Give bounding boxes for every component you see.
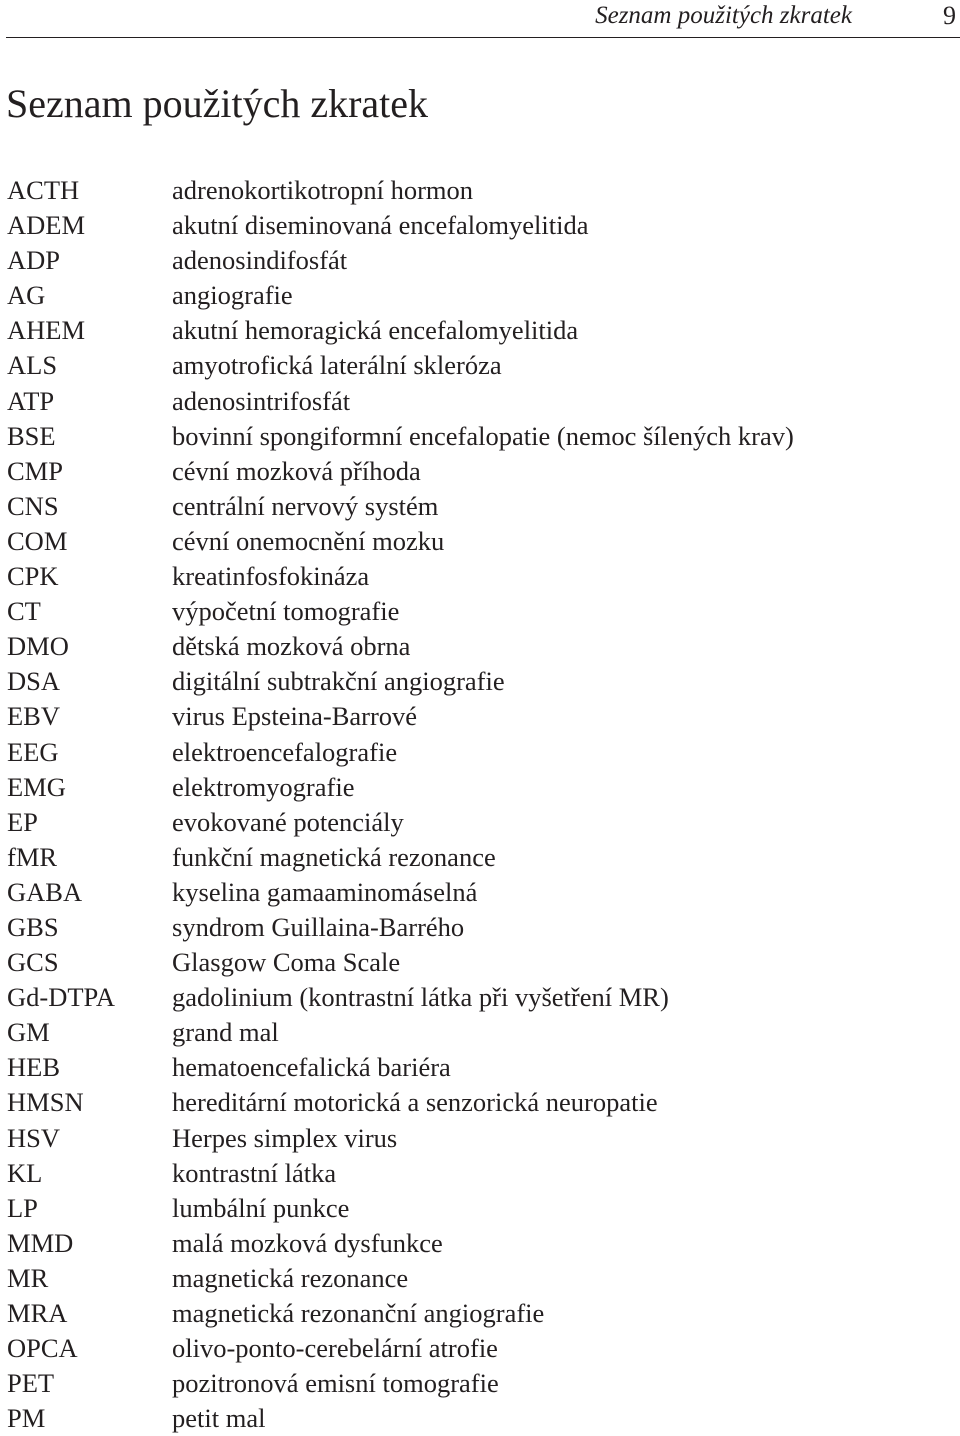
- abbreviation-definition: magnetická rezonance: [172, 1262, 409, 1293]
- abbreviation-definition: lumbální punkce: [172, 1192, 350, 1223]
- abbreviation-definition: elektromyografie: [172, 771, 355, 802]
- abbreviation-term: EP: [7, 806, 38, 837]
- abbreviation-term: CPK: [7, 561, 59, 592]
- abbreviation-definition: digitální subtrakční angiografie: [172, 666, 505, 697]
- list-item: [0, 664, 960, 699]
- abbreviation-definition: bovinní spongiformní encefalopatie (nemoc šílených krav): [172, 420, 794, 451]
- abbreviation-definition: evokované potenciály: [172, 806, 404, 837]
- abbreviation-term: HSV: [7, 1122, 61, 1153]
- abbreviation-term: PM: [7, 1403, 46, 1434]
- list-item: [0, 489, 960, 524]
- abbreviation-definition: olivo-ponto-cerebelární atrofie: [172, 1333, 498, 1364]
- list-item: [0, 419, 960, 454]
- list-item: [0, 840, 960, 875]
- list-item: [0, 454, 960, 489]
- abbreviation-definition: syndrom Guillaina-Barrého: [172, 911, 465, 942]
- abbreviation-term: ATP: [7, 385, 55, 416]
- chapter-title: Seznam použitých zkratek: [6, 81, 429, 126]
- abbreviation-definition: kyselina gamaaminomáselná: [172, 876, 478, 907]
- abbreviation-definition: adenosindifosfát: [172, 245, 348, 276]
- abbreviation-term: EEG: [7, 736, 59, 767]
- abbreviation-term: KL: [7, 1157, 43, 1188]
- list-item: [0, 1261, 960, 1296]
- abbreviation-term: Gd-DTPA: [7, 982, 115, 1013]
- abbreviation-term: LP: [7, 1192, 38, 1223]
- abbreviation-definition: malá mozková dysfunkce: [172, 1227, 443, 1258]
- list-item: [0, 945, 960, 980]
- abbreviation-definition: dětská mozková obrna: [172, 631, 411, 662]
- abbreviation-definition: elektroencefalografie: [172, 736, 398, 767]
- abbreviation-term: CNS: [7, 490, 59, 521]
- abbreviation-term: HEB: [7, 1052, 60, 1083]
- abbreviation-term: MMD: [7, 1227, 74, 1258]
- abbreviation-definition: hematoencefalická bariéra: [172, 1052, 451, 1083]
- abbreviation-term: BSE: [7, 420, 56, 451]
- abbreviation-term: DMO: [7, 631, 69, 662]
- list-item: [0, 1366, 960, 1401]
- abbreviation-term: HMSN: [7, 1087, 84, 1118]
- list-item: [0, 1401, 960, 1436]
- abbreviation-definition: kreatinfosfokináza: [172, 561, 370, 592]
- abbreviation-definition: petit mal: [172, 1403, 266, 1434]
- abbreviation-term: AHEM: [7, 315, 86, 346]
- list-item: [0, 1156, 960, 1191]
- list-item: [0, 875, 960, 910]
- abbreviation-definition: akutní hemoragická encefalomyelitida: [172, 315, 579, 346]
- abbreviation-definition: adrenokortikotropní hormon: [172, 175, 474, 205]
- list-item: [0, 524, 960, 559]
- abbreviation-term: EBV: [7, 701, 60, 732]
- abbreviation-definition: angiografie: [172, 280, 293, 311]
- list-item: [0, 805, 960, 840]
- abbreviation-definition: hereditární motorická a senzorická neuropatie: [172, 1087, 658, 1118]
- list-item: [0, 1015, 960, 1050]
- abbreviation-term: MRA: [7, 1298, 68, 1328]
- list-item: [0, 559, 960, 594]
- list-item: [0, 1331, 960, 1366]
- abbreviation-term: GM: [7, 1017, 50, 1048]
- list-item: [0, 594, 960, 629]
- abbreviation-definition: cévní mozková příhoda: [172, 455, 421, 486]
- abbreviation-definition: gadolinium (kontrastní látka při vyšetření MR): [172, 982, 669, 1013]
- list-item: [0, 313, 960, 348]
- abbreviation-term: EMG: [7, 771, 66, 802]
- abbreviation-list: [0, 173, 960, 1436]
- running-title: Seznam použitých zkratek: [595, 2, 852, 29]
- list-item: [0, 1191, 960, 1226]
- abbreviation-term: CMP: [7, 455, 63, 486]
- abbreviation-definition: magnetická rezonanční angiografie: [172, 1298, 545, 1328]
- abbreviation-term: AG: [7, 280, 46, 311]
- list-item: [0, 770, 960, 805]
- abbreviation-definition: amyotrofická laterální skleróza: [172, 350, 502, 381]
- abbreviation-definition: centrální nervový systém: [172, 490, 439, 521]
- abbreviation-term: GCS: [7, 947, 59, 978]
- list-item: [0, 173, 960, 208]
- abbreviation-term: COM: [7, 525, 68, 556]
- list-item: [0, 348, 960, 383]
- abbreviation-definition: akutní diseminovaná encefalomyelitida: [172, 210, 589, 241]
- list-item: [0, 735, 960, 770]
- list-item: [0, 980, 960, 1015]
- abbreviation-term: ALS: [7, 350, 58, 381]
- header-rule: [6, 37, 960, 38]
- abbreviation-definition: adenosintrifosfát: [172, 385, 351, 416]
- abbreviation-term: MR: [7, 1262, 49, 1293]
- list-item: [0, 1296, 960, 1331]
- list-item: [0, 910, 960, 945]
- abbreviation-definition: virus Epsteina-Barrové: [172, 701, 418, 732]
- abbreviation-term: DSA: [7, 666, 61, 697]
- abbreviation-term: CT: [7, 596, 41, 627]
- list-item: [0, 243, 960, 278]
- abbreviation-definition: kontrastní látka: [172, 1157, 337, 1188]
- abbreviation-definition: cévní onemocnění mozku: [172, 525, 445, 556]
- abbreviation-definition: pozitronová emisní tomografie: [172, 1368, 499, 1399]
- abbreviation-term: fMR: [7, 841, 58, 872]
- list-item: [0, 629, 960, 664]
- abbreviation-term: PET: [7, 1368, 55, 1399]
- abbreviation-term: ADP: [7, 245, 61, 276]
- page-number: 9: [943, 1, 956, 30]
- abbreviation-definition: výpočetní tomografie: [172, 596, 400, 627]
- list-item: [0, 1050, 960, 1085]
- list-item: [0, 1085, 960, 1120]
- list-item: [0, 278, 960, 313]
- abbreviation-definition: funkční magnetická rezonance: [172, 841, 496, 872]
- list-item: [0, 699, 960, 734]
- abbreviation-term: GABA: [7, 876, 83, 907]
- running-header: [0, 0, 960, 40]
- abbreviation-definition: Herpes simplex virus: [172, 1122, 398, 1153]
- list-item: [0, 384, 960, 419]
- abbreviation-term: ADEM: [7, 210, 86, 241]
- abbreviation-term: OPCA: [7, 1333, 78, 1364]
- abbreviation-definition: Glasgow Coma Scale: [172, 947, 401, 978]
- list-item: [0, 208, 960, 243]
- abbreviation-term: ACTH: [7, 175, 80, 205]
- abbreviation-term: GBS: [7, 911, 59, 942]
- list-item: [0, 1121, 960, 1156]
- list-item: [0, 1226, 960, 1261]
- abbreviation-definition: grand mal: [172, 1017, 279, 1048]
